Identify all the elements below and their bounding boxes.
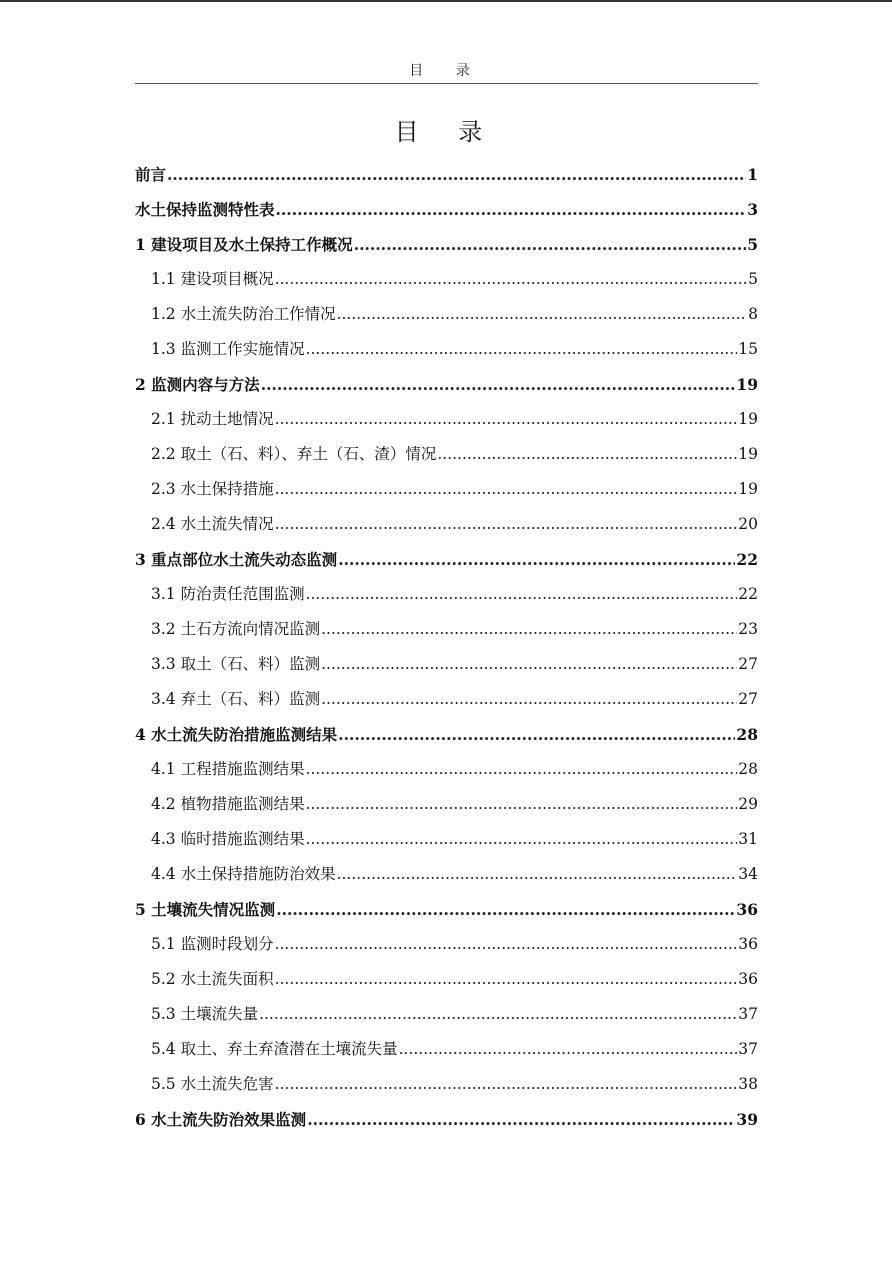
toc-entry-label: 2.4 水土流失情况: [151, 515, 274, 533]
toc-entry[interactable]: [135, 752, 758, 787]
toc-page-number: 38: [738, 1075, 758, 1093]
toc-entry[interactable]: [135, 402, 758, 437]
toc-entry[interactable]: [135, 717, 758, 752]
toc-dot-leader: [306, 822, 738, 857]
toc-entry-label: 2 监测内容与方法: [135, 375, 260, 394]
toc-dot-leader: [306, 787, 738, 822]
toc-page-number: 19: [738, 480, 758, 498]
toc-entry[interactable]: [135, 437, 758, 472]
toc-dot-leader: [261, 367, 736, 402]
toc-entry[interactable]: [135, 507, 758, 542]
toc-dot-leader: [306, 332, 738, 367]
toc-entry[interactable]: [135, 577, 758, 612]
toc-page-number: 36: [736, 900, 758, 919]
toc-entry-label: 2.2 取土（石、料）、弃土（石、渣）情况: [151, 445, 437, 463]
toc-dot-leader: [275, 472, 738, 507]
toc-entry[interactable]: [135, 472, 758, 507]
toc-entry-label: 4.2 植物措施监测结果: [151, 795, 305, 813]
toc-entry[interactable]: [135, 1032, 758, 1067]
toc-page-number: 3: [747, 200, 758, 219]
toc-page-number: 22: [738, 585, 758, 603]
toc-entry[interactable]: [135, 542, 758, 577]
toc-entry[interactable]: [135, 857, 758, 892]
toc-page-number: 23: [738, 620, 758, 638]
toc-page-number: 31: [738, 830, 758, 848]
toc-dot-leader: [437, 437, 737, 472]
toc-entry-label: 4.3 临时措施监测结果: [151, 830, 305, 848]
toc-dot-leader: [275, 262, 748, 297]
toc-page-number: 20: [738, 515, 758, 533]
toc-entry[interactable]: [135, 262, 758, 297]
toc-page-number: 27: [738, 690, 758, 708]
toc-page-number: 37: [738, 1005, 758, 1023]
toc-entry[interactable]: [135, 1067, 758, 1102]
toc-entry-label: 4 水土流失防治措施监测结果: [135, 725, 338, 744]
table-of-contents: [135, 157, 758, 1137]
toc-entry[interactable]: [135, 367, 758, 402]
toc-entry[interactable]: [135, 997, 758, 1032]
toc-dot-leader: [338, 717, 735, 752]
toc-dot-leader: [354, 227, 747, 262]
toc-dot-leader: [275, 402, 738, 437]
toc-page-number: 36: [738, 970, 758, 988]
toc-page-number: 1: [747, 165, 758, 184]
toc-dot-leader: [321, 612, 737, 647]
toc-dot-leader: [307, 1102, 735, 1137]
toc-entry-label: 3.1 防治责任范围监测: [151, 585, 305, 603]
toc-dot-leader: [321, 682, 737, 717]
top-border-rule: [0, 0, 892, 2]
toc-page-number: 19: [736, 375, 758, 394]
toc-page-number: 34: [738, 865, 758, 883]
running-header: 目 录: [409, 63, 484, 79]
toc-entry[interactable]: [135, 157, 758, 192]
toc-entry-label: 5 土壤流失情况监测: [135, 900, 276, 919]
toc-entry[interactable]: [135, 927, 758, 962]
toc-page-number: 15: [738, 340, 758, 358]
toc-page-number: 8: [748, 305, 758, 323]
toc-page-number: 5: [748, 270, 758, 288]
toc-entry[interactable]: [135, 227, 758, 262]
toc-dot-leader: [275, 1067, 738, 1102]
toc-entry-label: 1.2 水土流失防治工作情况: [151, 305, 336, 323]
toc-entry[interactable]: [135, 192, 758, 227]
toc-entry-label: 6 水土流失防治效果监测: [135, 1110, 307, 1129]
toc-entry-label: 1 建设项目及水土保持工作概况: [135, 235, 353, 254]
toc-page-number: 28: [738, 760, 758, 778]
page-title: 目 录: [394, 118, 499, 146]
toc-entry-label: 4.1 工程措施监测结果: [151, 760, 305, 778]
toc-dot-leader: [275, 927, 738, 962]
toc-entry-label: 5.2 水土流失面积: [151, 970, 274, 988]
toc-entry-label: 3.2 土石方流向情况监测: [151, 620, 321, 638]
header-rule: [135, 83, 758, 84]
toc-entry-label: 3.4 弃土（石、料）监测: [151, 690, 321, 708]
toc-entry[interactable]: [135, 612, 758, 647]
toc-page-number: 22: [736, 550, 758, 569]
toc-dot-leader: [275, 962, 738, 997]
toc-dot-leader: [276, 192, 747, 227]
toc-dot-leader: [337, 297, 748, 332]
toc-entry[interactable]: [135, 787, 758, 822]
toc-dot-leader: [399, 1032, 738, 1067]
toc-page-number: 27: [738, 655, 758, 673]
toc-page-number: 29: [738, 795, 758, 813]
toc-entry-label: 前言: [135, 165, 167, 184]
toc-entry-label: 5.1 监测时段划分: [151, 935, 274, 953]
toc-entry[interactable]: [135, 332, 758, 367]
toc-page-number: 19: [738, 445, 758, 463]
toc-entry-label: 1.1 建设项目概况: [151, 270, 274, 288]
toc-entry[interactable]: [135, 892, 758, 927]
toc-page-number: 19: [738, 410, 758, 428]
toc-dot-leader: [306, 752, 738, 787]
toc-entry-label: 2.3 水土保持措施: [151, 480, 274, 498]
toc-page-number: 36: [738, 935, 758, 953]
toc-entry-label: 3 重点部位水土流失动态监测: [135, 550, 338, 569]
toc-entry[interactable]: [135, 962, 758, 997]
toc-dot-leader: [276, 892, 735, 927]
toc-entry[interactable]: [135, 297, 758, 332]
toc-entry-label: 4.4 水土保持措施防治效果: [151, 865, 336, 883]
toc-entry[interactable]: [135, 822, 758, 857]
toc-dot-leader: [338, 542, 735, 577]
toc-dot-leader: [321, 647, 737, 682]
toc-entry-label: 1.3 监测工作实施情况: [151, 340, 305, 358]
toc-entry-label: 5.5 水土流失危害: [151, 1075, 274, 1093]
toc-entry[interactable]: [135, 647, 758, 682]
toc-page-number: 37: [738, 1040, 758, 1058]
toc-entry-label: 水土保持监测特性表: [135, 200, 275, 219]
toc-dot-leader: [337, 857, 738, 892]
toc-entry[interactable]: [135, 1102, 758, 1137]
toc-entry-label: 2.1 扰动土地情况: [151, 410, 274, 428]
toc-page-number: 5: [747, 235, 758, 254]
toc-entry[interactable]: [135, 682, 758, 717]
toc-entry-label: 5.4 取土、弃土弃渣潜在土壤流失量: [151, 1040, 398, 1058]
toc-dot-leader: [167, 157, 746, 192]
toc-dot-leader: [259, 997, 737, 1032]
toc-page-number: 28: [736, 725, 758, 744]
toc-dot-leader: [306, 577, 738, 612]
toc-entry-label: 3.3 取土（石、料）监测: [151, 655, 321, 673]
toc-dot-leader: [275, 507, 738, 542]
toc-entry-label: 5.3 土壤流失量: [151, 1005, 259, 1023]
toc-page-number: 39: [736, 1110, 758, 1129]
